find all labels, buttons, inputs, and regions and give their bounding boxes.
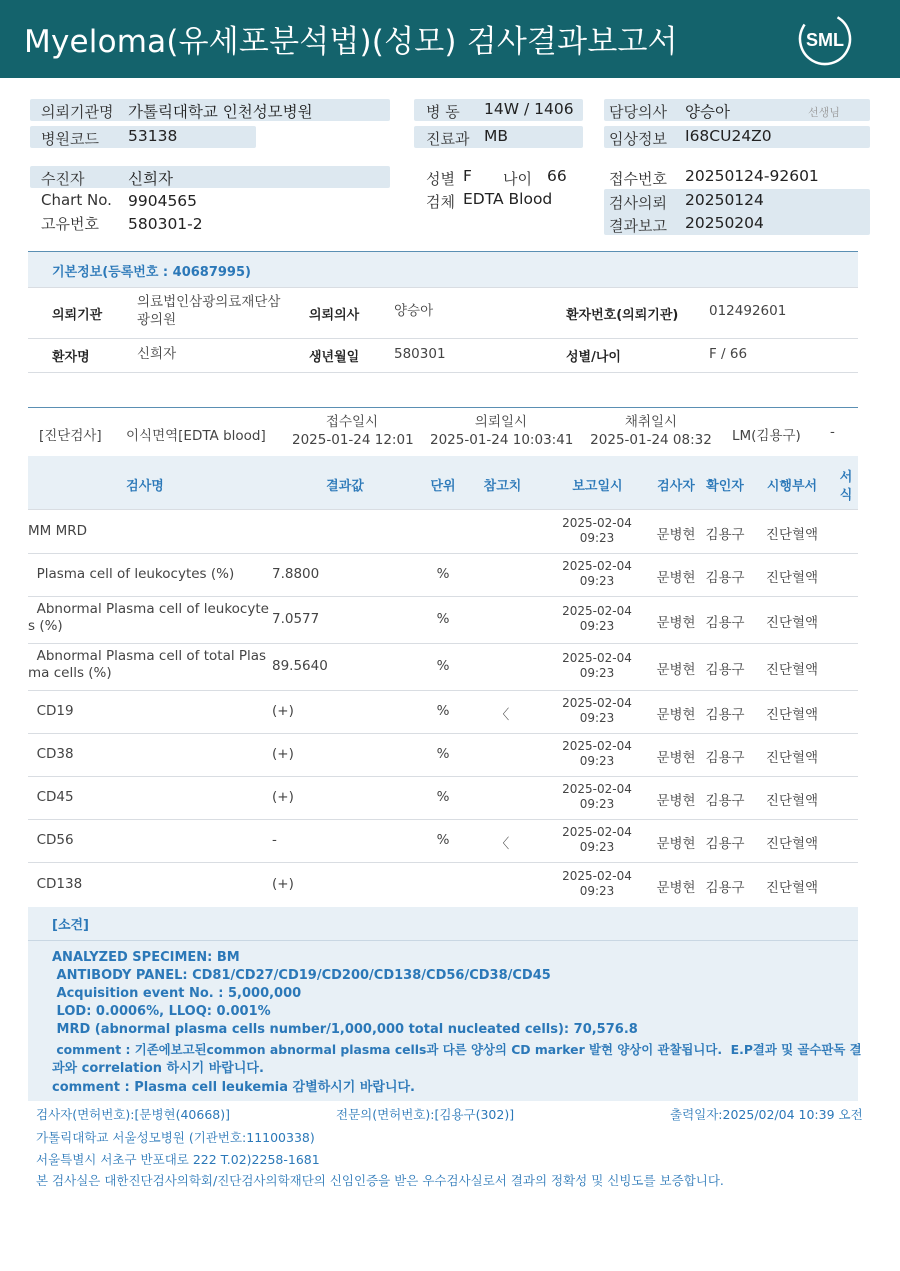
divider bbox=[28, 596, 858, 597]
row-report-date: 2025-02-04 bbox=[562, 558, 632, 573]
divider bbox=[28, 819, 858, 820]
basic-dob-value: 580301 bbox=[394, 346, 446, 362]
basic-name-value: 신희자 bbox=[137, 346, 177, 362]
basic-dob-label: 생년월일 bbox=[309, 350, 360, 365]
th-name: 검사명 bbox=[126, 479, 164, 494]
footer-tester: 검사자(면허번호):[문병현(40668)] bbox=[36, 1107, 230, 1122]
doctor-label: 담당의사 bbox=[609, 103, 667, 121]
th-ref: 참고치 bbox=[483, 479, 522, 494]
divider bbox=[28, 776, 858, 777]
receipt-value: 20250124-92601 bbox=[685, 167, 819, 185]
basic-sexage-value: F / 66 bbox=[709, 346, 748, 362]
row-test-name: CD38 bbox=[28, 745, 74, 762]
th-dept: 시행부서 bbox=[766, 479, 818, 494]
row-dept: 진단혈액 bbox=[765, 749, 819, 766]
age-value: 66 bbox=[547, 167, 567, 185]
divider bbox=[28, 940, 858, 941]
row-unit: % bbox=[436, 788, 450, 805]
row-report-date: 2025-02-04 bbox=[562, 695, 632, 710]
row-tester: 문병현 bbox=[656, 879, 696, 896]
id-value: 580301-2 bbox=[128, 215, 203, 233]
comment-line: Acquisition event No. : 5,000,000 bbox=[52, 986, 302, 1001]
row-tester: 문병현 bbox=[656, 835, 696, 852]
row-dept: 진단혈액 bbox=[765, 706, 819, 723]
divider bbox=[28, 733, 858, 734]
footer-specialist: 전문의(면허번호):[김용구(302)] bbox=[336, 1107, 515, 1122]
th-unit: 단위 bbox=[430, 479, 456, 494]
clinical-value: I68CU24Z0 bbox=[685, 127, 772, 145]
row-result: (+) bbox=[272, 788, 294, 805]
institution-value: 가톨릭대학교 인천성모병원 bbox=[128, 103, 313, 121]
row-report-date: 2025-02-04 bbox=[562, 515, 632, 530]
th-tester: 검사자 bbox=[657, 479, 695, 494]
row-result: 7.0577 bbox=[272, 610, 320, 627]
svg-text:SML: SML bbox=[806, 30, 844, 50]
diag-req-label: 의뢰일시 bbox=[474, 414, 528, 430]
row-checker: 김용구 bbox=[705, 614, 745, 631]
report-value: 20250204 bbox=[685, 214, 764, 232]
row-test-name: CD19 bbox=[28, 702, 74, 719]
diag-coll-value: 2025-01-24 08:32 bbox=[590, 432, 712, 448]
footer-cert: 본 검사실은 대한진단검사의학회/진단검사의학재단의 신임인증을 받은 우수검사실로서 결과의 정확성 및 신빙도를 보증합니다. bbox=[36, 1173, 724, 1188]
row-result: 89.5640 bbox=[272, 657, 328, 674]
row-checker: 김용구 bbox=[705, 879, 745, 896]
row-tester: 문병현 bbox=[656, 614, 696, 631]
age-label: 나이 bbox=[503, 170, 532, 188]
diag-lm: LM(김용구) bbox=[732, 428, 801, 444]
diag-recv-label: 접수일시 bbox=[325, 414, 379, 430]
row-unit: % bbox=[436, 702, 450, 719]
comment-line: 과와 correlation 하시기 바랍니다. bbox=[52, 1061, 264, 1076]
diag-type: [진단검사] bbox=[39, 428, 102, 444]
row-report-time: 09:23 bbox=[579, 710, 615, 725]
divider bbox=[28, 553, 858, 554]
row-report-time: 09:23 bbox=[579, 530, 615, 545]
divider bbox=[28, 509, 858, 510]
comment-line: comment : 기존에보고된common abnormal plasma cells과 다른 양상의 CD marker 발현 양상이 관찰됩니다. E.P결과 및 골수판독 결 bbox=[52, 1042, 862, 1057]
comment-line: MRD (abnormal plasma cells number/1,000,000 total nucleated cells): 70,576.8 bbox=[52, 1022, 638, 1037]
row-unit: % bbox=[436, 657, 450, 674]
divider bbox=[28, 690, 858, 691]
row-checker: 김용구 bbox=[705, 749, 745, 766]
basic-sexage-label: 성별/나이 bbox=[566, 350, 621, 365]
row-tester: 문병현 bbox=[656, 526, 696, 543]
request-value: 20250124 bbox=[685, 191, 764, 209]
row-report-time: 09:23 bbox=[579, 618, 615, 633]
hospital-code-value: 53138 bbox=[128, 127, 178, 145]
row-tester: 문병현 bbox=[656, 569, 696, 586]
basic-inst-line1: 의료법인삼광의료재단삼 bbox=[137, 294, 281, 310]
basic-pid-value: 012492601 bbox=[709, 303, 787, 319]
chart-value: 9904565 bbox=[128, 192, 198, 210]
doctor-suffix: 선생님 bbox=[808, 106, 840, 119]
row-test-name-cont: s (%) bbox=[28, 617, 63, 634]
row-tester: 문병현 bbox=[656, 706, 696, 723]
sex-value: F bbox=[463, 167, 472, 185]
ward-value: 14W / 1406 bbox=[484, 100, 574, 118]
comment-line: ANALYZED SPECIMEN: BM bbox=[52, 950, 240, 965]
row-unit: % bbox=[436, 565, 450, 582]
diag-specimen: 이식면역[EDTA blood] bbox=[126, 428, 266, 444]
basic-doc-label: 의뢰의사 bbox=[309, 308, 360, 323]
request-label: 검사의뢰 bbox=[609, 194, 667, 212]
divider bbox=[28, 338, 858, 339]
comment-line: ANTIBODY PANEL: CD81/CD27/CD19/CD200/CD138/CD56/CD38/CD45 bbox=[52, 968, 551, 983]
hospital-code-label: 병원코드 bbox=[41, 130, 99, 148]
basic-pid-label: 환자번호(의뢰기관) bbox=[566, 308, 679, 323]
row-report-date: 2025-02-04 bbox=[562, 650, 632, 665]
divider bbox=[28, 287, 858, 288]
th-checker: 확인자 bbox=[706, 479, 744, 494]
row-unit: % bbox=[436, 610, 450, 627]
row-dept: 진단혈액 bbox=[765, 569, 819, 586]
divider bbox=[28, 372, 858, 373]
row-checker: 김용구 bbox=[705, 792, 745, 809]
basic-inst-line2: 광의원 bbox=[137, 312, 177, 328]
row-test-name: CD138 bbox=[28, 875, 83, 892]
row-report-time: 09:23 bbox=[579, 665, 615, 680]
row-result: - bbox=[272, 831, 277, 848]
row-report-time: 09:23 bbox=[579, 753, 615, 768]
name-value: 신희자 bbox=[128, 170, 173, 188]
institution-label: 의뢰기관명 bbox=[41, 103, 114, 121]
sml-logo bbox=[796, 12, 854, 66]
comment-line: comment : Plasma cell leukemia 감별하시기 바랍니다. bbox=[52, 1080, 415, 1095]
clinical-label: 임상정보 bbox=[609, 130, 667, 148]
specimen-label: 검체 bbox=[426, 193, 455, 211]
row-report-time: 09:23 bbox=[579, 839, 615, 854]
row-tester: 문병현 bbox=[656, 792, 696, 809]
row-tester: 문병현 bbox=[656, 749, 696, 766]
basic-name-label: 환자명 bbox=[52, 350, 90, 365]
row-result: (+) bbox=[272, 745, 294, 762]
th-result: 결과값 bbox=[326, 479, 364, 494]
th-form-2: 식 bbox=[839, 488, 853, 503]
divider bbox=[28, 643, 858, 644]
row-dept: 진단혈액 bbox=[765, 879, 819, 896]
basic-inst-label: 의뢰기관 bbox=[52, 308, 103, 323]
basic-doc-value: 양승아 bbox=[394, 303, 434, 319]
specimen-value: EDTA Blood bbox=[463, 190, 553, 208]
diag-coll-label: 채취일시 bbox=[624, 414, 678, 430]
footer-lab: 가톨릭대학교 서울성모병원 (기관번호:11100338) bbox=[36, 1130, 315, 1145]
chart-label: Chart No. bbox=[41, 191, 112, 209]
footer-address: 서울특별시 서초구 반포대로 222 T.02)2258-1681 bbox=[36, 1152, 320, 1167]
row-tester: 문병현 bbox=[656, 661, 696, 678]
row-result: (+) bbox=[272, 875, 294, 892]
row-dept: 진단혈액 bbox=[765, 614, 819, 631]
diag-req-value: 2025-01-24 10:03:41 bbox=[430, 432, 574, 448]
row-report-time: 09:23 bbox=[579, 573, 615, 588]
report-label: 결과보고 bbox=[609, 217, 667, 235]
row-dept: 진단혈액 bbox=[765, 835, 819, 852]
report-header bbox=[0, 0, 900, 78]
footer-printed: 출력일자:2025/02/04 10:39 오전 bbox=[670, 1107, 863, 1122]
row-test-name: Abnormal Plasma cell of total Plas bbox=[28, 647, 267, 664]
diag-dash: - bbox=[830, 424, 835, 440]
row-test-name: Plasma cell of leukocytes (%) bbox=[28, 565, 235, 582]
row-report-time: 09:23 bbox=[579, 883, 615, 898]
row-dept: 진단혈액 bbox=[765, 792, 819, 809]
row-result: 7.8800 bbox=[272, 565, 320, 582]
row-report-date: 2025-02-04 bbox=[562, 603, 632, 618]
row-unit: % bbox=[436, 745, 450, 762]
receipt-label: 접수번호 bbox=[609, 170, 667, 188]
basic-title: 기본정보(등록번호 : 40687995) bbox=[52, 265, 251, 280]
row-dept: 진단혈액 bbox=[765, 526, 819, 543]
row-checker: 김용구 bbox=[705, 569, 745, 586]
row-report-date: 2025-02-04 bbox=[562, 781, 632, 796]
comment-title: [소견] bbox=[52, 918, 89, 933]
department-label: 진료과 bbox=[426, 130, 470, 148]
row-report-date: 2025-02-04 bbox=[562, 824, 632, 839]
row-unit: % bbox=[436, 831, 450, 848]
row-checker: 김용구 bbox=[705, 526, 745, 543]
row-test-name-cont: ma cells (%) bbox=[28, 664, 112, 681]
row-test-name: MM MRD bbox=[28, 522, 88, 539]
report-title: Myeloma(유세포분석법)(성모) 검사결과보고서 bbox=[24, 24, 678, 60]
diag-top-line bbox=[28, 407, 858, 408]
row-checker: 김용구 bbox=[705, 706, 745, 723]
name-label: 수진자 bbox=[41, 170, 85, 188]
row-test-name: Abnormal Plasma cell of leukocyte bbox=[28, 600, 269, 617]
row-ref: 〈 bbox=[495, 706, 510, 723]
row-dept: 진단혈액 bbox=[765, 661, 819, 678]
row-test-name: CD56 bbox=[28, 831, 74, 848]
row-report-date: 2025-02-04 bbox=[562, 738, 632, 753]
divider bbox=[28, 862, 858, 863]
doctor-value: 양승아 bbox=[685, 103, 730, 121]
department-value: MB bbox=[484, 127, 509, 145]
row-report-date: 2025-02-04 bbox=[562, 868, 632, 883]
row-report-time: 09:23 bbox=[579, 796, 615, 811]
comment-line: LOD: 0.0006%, LLOQ: 0.001% bbox=[52, 1004, 271, 1019]
row-test-name: CD45 bbox=[28, 788, 74, 805]
row-ref: 〈 bbox=[495, 835, 510, 852]
id-label: 고유번호 bbox=[41, 215, 99, 233]
row-checker: 김용구 bbox=[705, 835, 745, 852]
th-report-date: 보고일시 bbox=[572, 479, 623, 494]
diag-recv-value: 2025-01-24 12:01 bbox=[292, 432, 414, 448]
th-form-1: 서 bbox=[839, 470, 853, 485]
row-result: (+) bbox=[272, 702, 294, 719]
sex-label: 성별 bbox=[426, 170, 455, 188]
row-checker: 김용구 bbox=[705, 661, 745, 678]
ward-label: 병 동 bbox=[426, 103, 460, 121]
